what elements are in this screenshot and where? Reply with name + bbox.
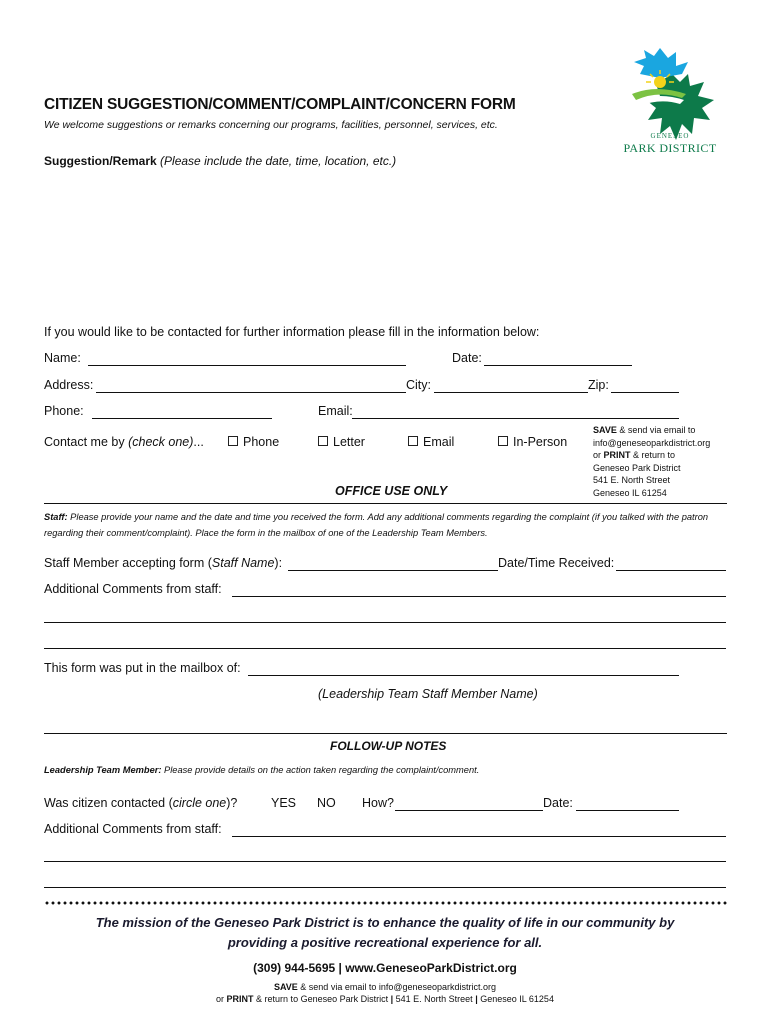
send-street: 541 E. North Street: [593, 475, 671, 485]
name-label: Name:: [44, 351, 81, 365]
mailbox-label: This form was put in the mailbox of:: [44, 661, 241, 675]
option-in-person-label: In-Person: [513, 435, 568, 449]
contact-me-label: [44, 435, 204, 449]
suggestion-hint: (Please include the date, time, location, etc.): [160, 154, 397, 168]
additional-comments-label: Additional Comments from staff:: [44, 582, 222, 596]
contact-line: (309) 944-5695 | www.GeneseoParkDistrict.org: [253, 961, 517, 975]
logo-text: [616, 132, 724, 156]
ltm-note-text: Please provide details on the action taken regarding the complaint/comment.: [161, 765, 480, 775]
additional-comments-line-2[interactable]: [44, 622, 726, 623]
contact-me-text: Contact me by: [44, 435, 125, 449]
ltm-label: Leadership Team Member:: [44, 765, 162, 775]
send-line-2: [593, 449, 733, 462]
yes-option[interactable]: YES: [271, 796, 297, 810]
city-label: City:: [406, 378, 431, 392]
date-label: Date:: [452, 351, 482, 365]
zip-label: Zip:: [588, 378, 609, 392]
send-city: Geneseo IL 61254: [593, 487, 667, 498]
footer-sep-1: |: [390, 994, 394, 1004]
followup-divider: [44, 733, 727, 734]
form-title: CITIZEN SUGGESTION/COMMENT/COMPLAINT/CONCERN FORM: [44, 96, 516, 113]
contact-me-hint: (check one): [128, 435, 194, 449]
address-label: Address:: [44, 378, 94, 392]
contacted-label: [44, 796, 237, 810]
footer-save-text: & send via email to info@geneseoparkdistrict.org: [297, 982, 497, 992]
phone-label: Phone:: [44, 404, 84, 418]
send-line-2-text: & return to: [630, 450, 676, 460]
staff-label: Staff:: [44, 512, 68, 522]
staff-member-suffix: ):: [274, 556, 283, 570]
footer-sep-2: |: [475, 994, 478, 1004]
staff-member-text: Staff Member accepting form (: [44, 556, 212, 570]
how-label: How?: [362, 796, 394, 810]
office-use-heading: OFFICE USE ONLY: [335, 484, 448, 498]
checkbox-icon[interactable]: [228, 436, 238, 446]
checkbox-icon[interactable]: [318, 436, 328, 446]
name-field[interactable]: [88, 365, 406, 366]
suggestion-label-bold: Suggestion/Remark: [44, 154, 157, 168]
contacted-hint: circle one: [172, 796, 227, 810]
send-email: info@geneseoparkdistrict.org: [593, 437, 711, 448]
option-email[interactable]: [408, 435, 454, 449]
logo-main-text: PARK DISTRICT: [623, 141, 717, 155]
followup-heading: FOLLOW-UP NOTES: [330, 739, 447, 753]
send-line-1: [593, 424, 733, 437]
staff-member-label: [44, 556, 282, 570]
dotted-divider: [44, 901, 727, 905]
option-letter[interactable]: [318, 435, 365, 449]
followup-comments-line-1[interactable]: [232, 836, 726, 837]
email-label: Email:: [318, 404, 353, 418]
footer-print-word: PRINT: [226, 994, 254, 1004]
staff-note-text: Please provide your name and the date and time you received the form. Add any additional comments regarding the complaint (if you talked with the patron regarding their comment/complaint). Place the form in the mailbox of one of the Leadership Team Members.: [44, 512, 709, 538]
date-received-field[interactable]: [616, 570, 726, 571]
staff-name-field[interactable]: [288, 570, 498, 571]
followup-comments-line-3[interactable]: [44, 887, 726, 888]
print-word: PRINT: [603, 450, 631, 460]
footer-print-text: & return to Geneseo Park District: [253, 994, 391, 1004]
send-org: Geneseo Park District: [593, 462, 681, 473]
checkbox-icon[interactable]: [408, 436, 418, 446]
date-field[interactable]: [484, 365, 632, 366]
staff-note: [44, 509, 734, 541]
suggestion-label: [44, 154, 396, 168]
no-option[interactable]: NO: [317, 796, 336, 810]
mailbox-field[interactable]: [248, 675, 679, 676]
mission-line-2: providing a positive recreational experience for all.: [227, 935, 543, 950]
how-field[interactable]: [395, 810, 543, 811]
footer-city: Geneseo IL 61254: [477, 994, 554, 1004]
footer-or-word: or: [216, 994, 227, 1004]
leadership-hint: (Leadership Team Staff Member Name): [318, 687, 538, 701]
contact-me-suffix: ...: [193, 435, 204, 449]
date-received-label: Date/Time Received:: [498, 556, 615, 570]
followup-date-label: Date:: [543, 796, 573, 810]
contact-intro: If you would like to be contacted for further information please fill in the information below:: [44, 325, 540, 339]
suggestion-text-area[interactable]: [44, 172, 727, 312]
contacted-text: Was citizen contacted (: [44, 796, 173, 810]
save-word: SAVE: [593, 425, 617, 435]
office-divider: [44, 503, 727, 504]
send-instructions: [593, 424, 733, 499]
contacted-suffix: )?: [226, 796, 238, 810]
email-field[interactable]: [352, 418, 679, 419]
additional-comments-line-3[interactable]: [44, 648, 726, 649]
followup-date-field[interactable]: [576, 810, 679, 811]
option-email-label: Email: [423, 435, 455, 449]
additional-comments-line-1[interactable]: [232, 596, 726, 597]
option-letter-label: Letter: [333, 435, 365, 449]
staff-name-hint: Staff Name: [211, 556, 275, 570]
option-phone-label: Phone: [243, 435, 280, 449]
option-in-person[interactable]: [498, 435, 567, 449]
checkbox-icon[interactable]: [498, 436, 508, 446]
ltm-note: [44, 765, 479, 775]
footer-street: 541 E. North Street: [393, 994, 476, 1004]
phone-field[interactable]: [92, 418, 272, 419]
city-field[interactable]: [434, 392, 588, 393]
followup-additional-label: Additional Comments from staff:: [44, 822, 222, 836]
mission-statement: [0, 913, 770, 953]
form-subtitle: We welcome suggestions or remarks concerning our programs, facilities, personnel, services, etc.: [44, 119, 498, 131]
footer-save-line: [0, 982, 770, 992]
zip-field[interactable]: [611, 392, 679, 393]
or-word: or: [593, 450, 604, 460]
footer-save-word: SAVE: [273, 982, 298, 992]
mission-line-1: The mission of the Geneseo Park District is to enhance the quality of life in our community by: [95, 915, 675, 930]
followup-comments-line-2[interactable]: [44, 861, 726, 862]
option-phone[interactable]: [228, 435, 279, 449]
footer-print-line: [0, 994, 770, 1004]
send-line-1-text: & send via email to: [616, 425, 696, 435]
address-field[interactable]: [96, 392, 406, 393]
logo-small-text: GENESEO: [650, 132, 690, 140]
